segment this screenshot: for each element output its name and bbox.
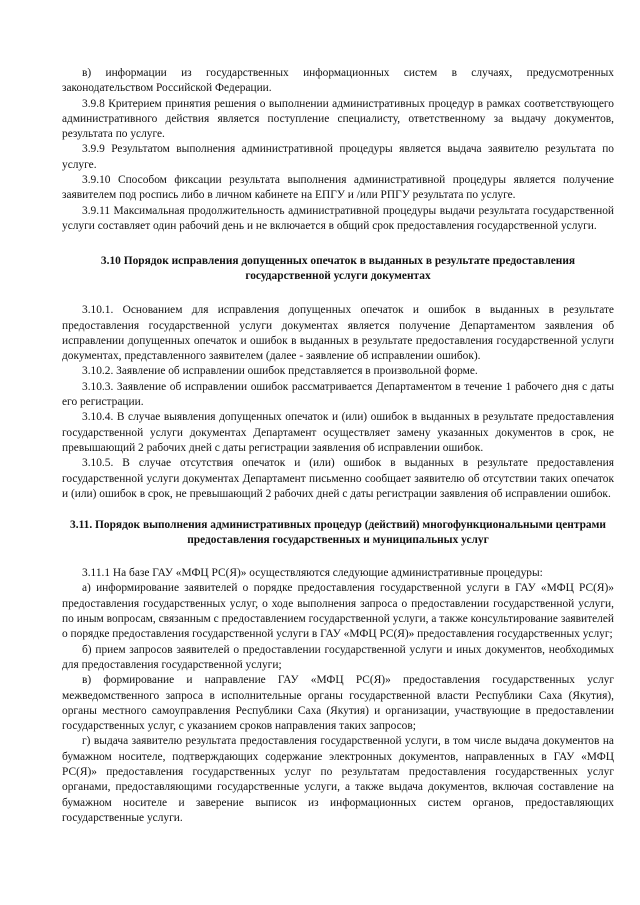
document-page [62, 66, 614, 826]
section-3-11-heading: 3.11. Порядок выполнения административных процедур (действий) многофункциональными центрами предоставления государственных и муниципальных услуг [70, 519, 606, 547]
paragraph-3-10-2: 3.10.2. Заявление об исправлении ошибок представляется в произвольной форме. [82, 365, 478, 378]
paragraph-3-11-1-g: г) выдача заявителю результата предоставления государственной услуги, в том числе выдача документов на бумажном носителе, подтверждающих содержание электронных документов, направленных в ГАУ «МФЦ РС(Я)» предоставления государственных услуг по результатам предоставления государственных услуг органами, предоставляющими государственные услуги, а также выдача документов, включая составление на бумажном носителе и заверение выписок из информационных систем органов, предоставляющих государственные услуги. [62, 735, 614, 824]
paragraph-3-9-7-v: в) информации из государственных информационных систем в случаях, предусмотренных законодательством Российской Федерации. [62, 67, 614, 95]
paragraph-3-9-8: 3.9.8 Критерием принятия решения о выполнении административных процедур в рамках соответствующего административного действия является поступление специалисту, ответственному за выдачу документов, результата по услуге. [62, 97, 614, 141]
paragraph-3-11-1-v: в) формирование и направление ГАУ «МФЦ РС(Я)» предоставления государственных услуг межведомственного запроса в исполнительные органы государственной власти Республики Саха (Якутия), органы местного самоуправления Республики Саха (Якутия) и организации, участвующие в предоставлении государственных услуг, с указанием сроков направления таких запросов; [62, 674, 614, 733]
paragraph-3-9-11: 3.9.11 Максимальная продолжительность административной процедуры выдачи результата государственной услуги составляет один рабочий день и не включается в общий срок предоставления государственной услуги. [62, 204, 614, 232]
section-3-10-heading: 3.10 Порядок исправления допущенных опечаток в выданных в результате предоставления государственной услуги документах [100, 255, 576, 283]
paragraph-3-10-3: 3.10.3. Заявление об исправлении ошибок рассматривается Департаментом в течение 1 рабочего дня с даты его регистрации. [62, 380, 614, 409]
paragraph-3-11-1-a: а) информирование заявителей о порядке предоставления государственной услуги в ГАУ «МФЦ РС(Я)» предоставления государственных услуг, о ходе выполнения запроса о предоставлении государственной услуги, по иным вопросам, связанным с предоставлением государственной услуги, а также консультирование заявителей о порядке предоставления государственной услуги в ГАУ «МФЦ РС(Я)» предоставления государственных услуг; [62, 582, 614, 641]
paragraph-3-10-4: 3.10.4. В случае выявления допущенных опечаток и (или) ошибок в выданных в результате предоставления государственной услуги документах Департамент осуществляет замену указанных документов в срок, не превышающий 2 рабочих дней с даты регистрации заявления об исправлении ошибок. [62, 411, 614, 454]
paragraph-3-11-1-b: б) прием запросов заявителей о предоставлении государственной услуги и иных документов, необходимых для предоставления государственной услуги; [62, 643, 614, 671]
paragraph-3-9-10: 3.9.10 Способом фиксации результата выполнения административной процедуры является получение заявителем под роспись либо в личном кабинете на ЕПГУ и /или РПГУ результата по услуге. [62, 174, 614, 202]
paragraph-3-9-9: 3.9.9 Результатом выполнения административной процедуры является выдача заявителю результата по услуге. [62, 143, 614, 171]
paragraph-3-11-1: 3.11.1 На базе ГАУ «МФЦ РС(Я)» осуществляются следующие административные процедуры: [82, 567, 543, 580]
paragraph-3-10-1: 3.10.1. Основанием для исправления допущенных опечаток и ошибок в выданных в результате предоставления государственной услуги документах является получение Департаментом заявления об исправлении допущенных опечаток и ошибок в выданных в результате предоставления государственной услуги документах, представленного заявителем (далее - заявление об исправлении ошибок). [62, 304, 614, 363]
paragraph-3-10-5: 3.10.5. В случае отсутствия опечаток и (или) ошибок в выданных в результате предоставления государственной услуги документах Департамент письменно сообщает заявителю об отсутствии таких опечаток и (или) ошибок в срок, не превышающий 2 рабочих дней с даты регистрации заявления об исправлении ошибок. [62, 457, 614, 500]
